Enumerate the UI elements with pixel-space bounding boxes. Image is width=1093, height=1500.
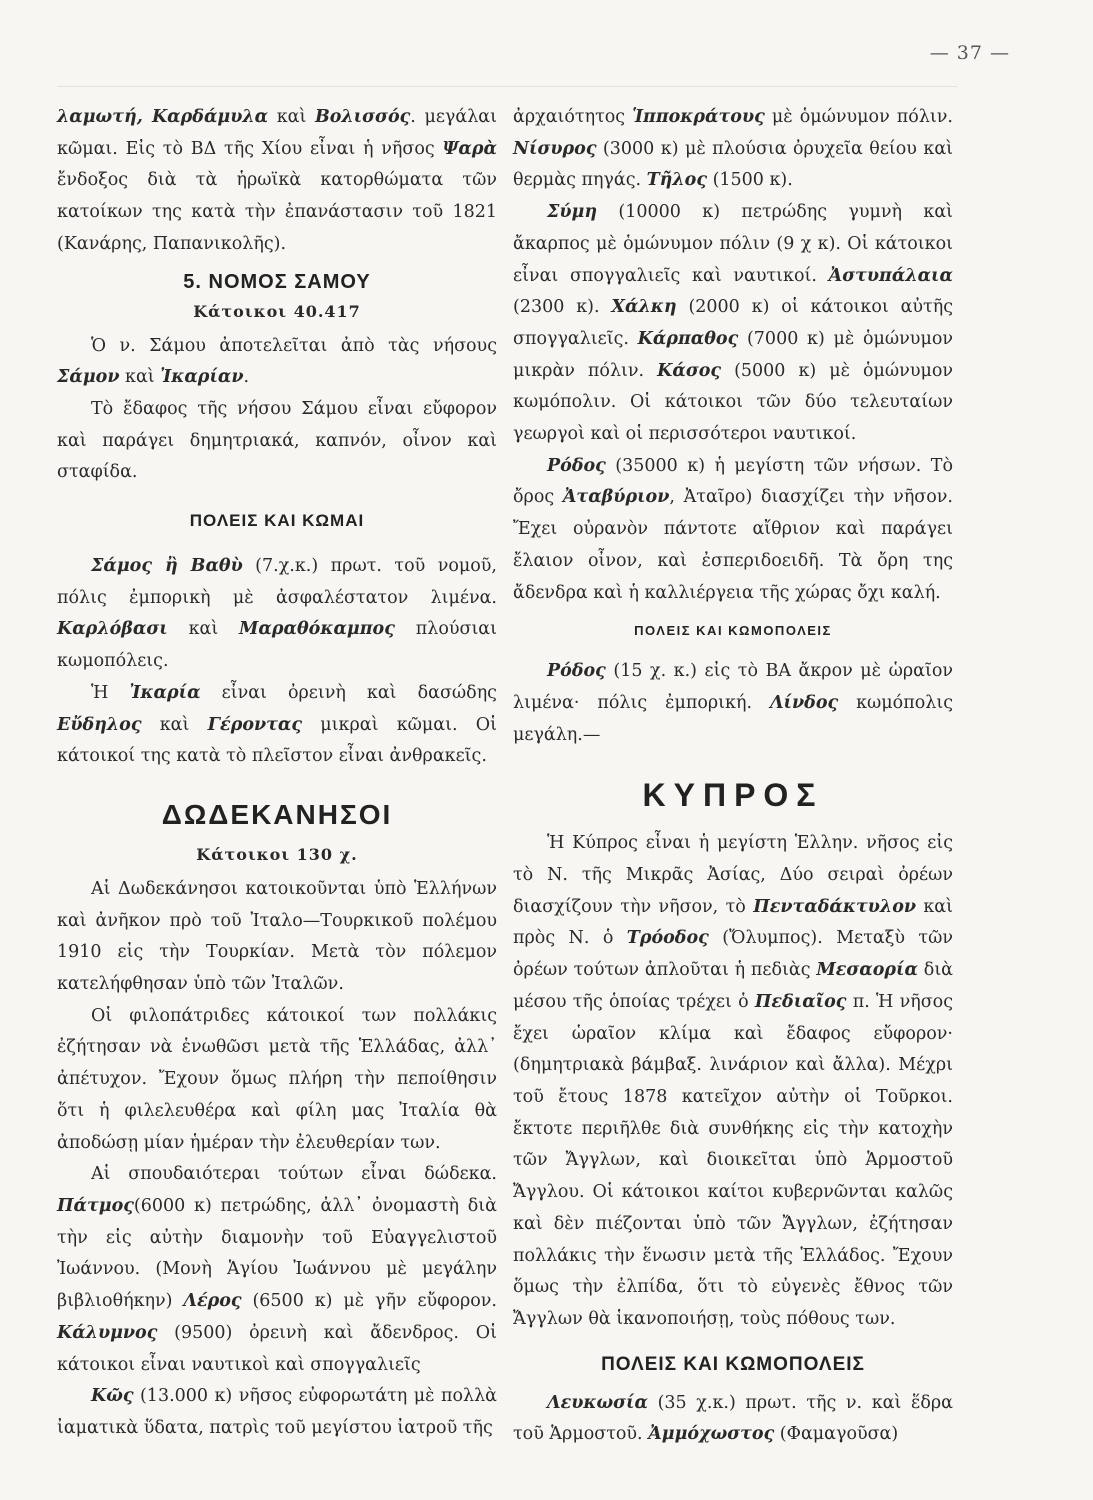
place-name: Κάρπαθος [637,328,739,349]
population-line: Κάτοικοι 40.417 [193,301,361,321]
text-run: (7000 κ) μὲ ὁμώνυμον μικρὰν πόλιν. [513,328,953,381]
section-heading-cyprus: ΚΥΠΡΟΣ [642,777,824,814]
text-run: (5000 κ) μὲ ὁμώνυμον κωμόπολιν. Οἱ κάτοικοι τῶν δύο τελευταίων γεωργοὶ καὶ οἱ περισσότεροι ναυτικοί. [513,360,954,445]
place-name: Ἰκαρίαν [160,367,244,388]
place-name: Μαραθόκαμπος [239,619,395,640]
place-name: Λίνδος [769,692,839,713]
paragraph [513,102,953,197]
paragraph [57,551,497,678]
place-name: Πεδιαῖος [754,991,847,1012]
text-run: (13.000 κ) νῆσος εὐφορωτάτη μὲ πολλὰ ἰαματικὰ ὕδατα, πατρὶς τοῦ μεγίστου ἰατροῦ τῆς [57,1386,497,1438]
place-name: Ἀστυπάλαια [828,265,953,286]
text-run: καὶ [141,714,208,735]
place-name: Ρόδος [547,455,606,476]
text-run: π. Ἡ νῆσος ἔχει ὡραῖον κλίμα καὶ ἔδαφος εὔφορον· (δημητριακὰ βάμβαξ. λινάριον καὶ ἄλλα). Μέχρι τοῦ ἔτους 1878 κατεῖχον αὐτὴν οἱ Τοῦρκοι. ἔκτοτε περιῆλθε διὰ συνθήκης εἰς τὴν κατοχὴν τῶν Ἄγγλων, καὶ διοικεῖται ὑπὸ Ἁρμοστοῦ Ἄγγλου. Οἱ κάτοικοι καίτοι κυβερνῶνται καλῶς καὶ δὲν πιέζονται ὑπὸ τῶν Ἄγγλων, ἐζήτησαν πολλάκις τὴν ἕνωσιν μετὰ τῆς Ἑλλάδος. Ἔχουν ὅμως τὴν ἐλπίδα, ὅτι τὸ εὐγενὲς ἔθνος τῶν Ἄγγλων θὰ ἱκανοποιήσῃ, τοὺς πόθους των. [513,991,953,1329]
text-run: (15 χ. κ.) εἰς τὸ ΒΑ ἄκρον μὲ ὡραῖον λιμένα· πόλις ἐμπορική. [513,661,953,713]
place-name: Ἱπποκράτους [632,107,765,127]
text-run: μὲ ὁμώνυμον πόλιν. [764,107,953,127]
text-run: εἶναι ὀρεινὴ καὶ δασώδης [200,682,497,703]
section-heading-samos: 5. ΝΟΜΟΣ ΣΑΜΟΥ [183,270,371,293]
place-name: Ἀταβύριον [562,487,670,508]
place-name: Ψαρὰ [442,138,497,159]
place-name: Ρόδος [547,661,606,682]
paragraph [513,828,953,1335]
place-name: Τρόοδος [626,928,709,949]
subheading-cities: ΠΟΛΕΙΣ ΚΑΙ ΚΩΜΑΙ [189,511,365,531]
page-number: — 37 — [929,42,1010,64]
text-run: (Ὄλυμπος). Μεταξὺ τῶν ὀρέων τούτων ἁπλοῦται ἡ πεδιὰς [513,928,953,981]
text-run: Ἡ [91,682,130,703]
place-name: Μεσαορία [816,960,918,981]
right-column [513,102,953,1451]
paragraph: Αἱ Δωδεκάνησοι κατοικοῦνται ὑπὸ Ἑλλήνων καὶ ἀνῆκον πρὸ τοῦ Ἰταλο—Τουρκικοῦ πολέμου 1910 εἰς τὴν Τουρκίαν. Μετὰ τὸν πόλεμον κατελήφθησαν ὑπὸ τῶν Ἰταλῶν. [57,878,497,995]
subheading-cities: ΠΟΛΕΙΣ ΚΑΙ ΚΩΜΟΠΟΛΕΙΣ [601,1353,865,1375]
place-name: Ἀμμόχωστος [648,1424,775,1445]
paragraph [57,1381,497,1444]
population-line: Κάτοικοι 130 χ. [196,844,358,864]
text-run: (6000 κ) πετρώδης, ἀλλ᾽ ὀνομαστὴ διὰ τὴν εἰς αὐτὴν διαμονὴν τοῦ Εὐαγγελιστοῦ Ἰωάννου. (Μονὴ Ἁγίου Ἰωάννου μὲ μεγάλην βιβλιοθήκην) [57,1195,497,1312]
paragraph [513,451,953,610]
text-run: κωμόπολις μεγάλη.— [513,692,953,745]
place-name: Εὔδηλος [57,714,142,735]
paragraph: Τὸ ἔδαφος τῆς νήσου Σάμου εἶναι εὔφορον καὶ παράγει δημητριακά, καπνόν, οἶνον καὶ σταφίδα. [57,398,497,483]
text-run: ἀρχαιότητος [513,107,633,127]
place-name: Κῶς [91,1386,134,1407]
text-run: Ὁ ν. Σάμου ἀποτελεῖται ἀπὸ τὰς νήσους [91,335,497,356]
text-run: μικραὶ κῶμαι. Οἱ κάτοικοί της κατὰ τὸ πλεῖστον εἶναι ἀνθρακεῖς. [57,714,497,767]
text-run: καὶ πρὸς Ν. ὁ [513,896,953,949]
section-heading-dodecanese: ΔΩΔΕΚΑΝΗΣΟΙ [161,798,393,830]
paragraph [57,331,497,394]
text-run: καὶ [268,107,315,127]
paragraph [513,1388,953,1451]
text-run: . μεγάλαι κῶμαι. Εἰς τὸ ΒΔ τῆς Χίου εἶναι ἡ νῆσος [57,107,497,159]
place-name: λαμωτή, Καρδάμυλα [57,107,269,127]
place-name: Κάσος [657,360,722,381]
text-run: (35000 κ) ἡ μεγίστη τῶν νήσων. Τὸ ὄρος [513,455,953,508]
place-name: Σάμον [57,367,120,388]
place-name: Λευκωσία [547,1392,648,1413]
place-name: Πενταδάκτυλον [753,896,917,917]
place-name: Καρλόβασι [57,619,168,640]
text-run: (35 χ.κ.) πρωτ. τῆς ν. καὶ ἕδρα τοῦ Ἁρμοστοῦ. [513,1392,953,1445]
text-run: (2300 κ). [513,297,612,318]
text-run: ἔνδοξος διὰ τὰ ἡρωϊκὰ κατορθώματα τῶν κατοίκων της κατὰ τὴν ἐπανάστασιν τοῦ 1821 (Κανάρης, Παπανικολῆς). [57,170,497,254]
text-run: . [243,367,250,388]
text-run: (1500 κ). [707,170,793,191]
subheading-cities: ΠΟΛΕΙΣ ΚΑΙ ΚΩΜΟΠΟΛΕΙΣ [634,623,832,639]
text-run: πλούσιαι κωμοπόλεις. [57,619,497,672]
place-name: Βολισσός [314,107,411,127]
text-run: (Φαμαγοῦσα) [774,1424,899,1445]
text-run: καὶ [119,367,161,388]
place-name: Σάμος ἢ Βαθὺ [91,556,243,577]
place-name: Λέρος [183,1291,242,1312]
place-name: Πάτμος [57,1195,134,1216]
text-run: (2000 κ) οἱ κάτοικοι αὐτῆς σπογγαλιεῖς. [513,297,953,349]
text-run: (10000 κ) πετρώδης γυμνὴ καὶ ἄκαρπος μὲ ὁμώνυμον πόλιν (9 χ κ). Οἱ κάτοικοι εἶναι σπογγαλιεῖς καὶ ναυτικοί. [513,202,953,286]
text-run: διὰ μέσου τῆς ὁποίας τρέχει ὁ [513,960,953,1012]
paragraph [57,1159,497,1381]
paragraph [513,197,953,451]
text-run: Αἱ σπουδαιότεραι τούτων εἶναι δώδεκα. [91,1164,497,1185]
left-column [57,102,497,1445]
text-run: καὶ [167,619,240,640]
place-name: Ἰκαρία [129,682,201,703]
paragraph: Οἱ φιλοπάτριδες κάτοικοί των πολλάκις ἐζήτησαν νὰ ἑνωθῶσι μετὰ τῆς Ἑλλάδας, ἀλλ᾽ ἀπέτυχον. Ἔχουν ὅμως πλήρη τὴν πεποίθησιν ὅτι ἡ φιλελευθέρα καὶ φίλη μας Ἰταλία θὰ ἀποδώσῃ μίαν ἡμέραν τὴν ἐλευθερίαν των. [57,1005,497,1153]
text-run: Ἡ Κύπρος εἶναι ἡ μεγίστη Ἑλλην. νῆσος εἰς τὸ Ν. τῆς Μικρᾶς Ἀσίας, Δύο σειραὶ ὀρέων διασχίζουν τὴν νῆσον, τὸ [513,833,953,917]
text-run: (7.χ.κ.) πρωτ. τοῦ νομοῦ, πόλις ἐμπορικὴ μὲ ἀσφαλέστατον λιμένα. [57,556,497,608]
text-run: (6500 κ) μὲ γῆν εὔφορον. [241,1291,498,1312]
place-name: Χάλκη [611,297,677,318]
paragraph [513,656,953,751]
place-name: Γέροντας [207,714,303,735]
paragraph [57,678,497,773]
text-run: (9500) ὀρεινὴ καὶ ἄδενδρος. Οἱ κάτοικοι εἶναι ναυτικοὶ καὶ σπογγαλιεῖς [57,1322,497,1375]
header-rule [57,86,957,87]
paragraph [57,102,497,261]
place-name: Τῆλος [646,170,707,191]
place-name: Σύμη [547,202,598,223]
text-run: , Ἀταῖρο) διασχίζει τὴν νῆσον. Ἔχει οὐρανὸν πάντοτε αἴθριον καὶ παράγει ἔλαιον οἶνον, καὶ ἐσπεριδοειδῆ. Τὰ ὄρη της ἄδενδρα καὶ ἡ καλλιέργεια τῆς χώρας ὄχι καλή. [513,487,953,603]
place-name: Νίσυρος [513,138,597,159]
place-name: Κάλυμνος [57,1322,158,1343]
text-run: (3000 κ) μὲ πλούσια ὀρυχεῖα θείου καὶ θερμὰς πηγάς. [513,138,953,191]
